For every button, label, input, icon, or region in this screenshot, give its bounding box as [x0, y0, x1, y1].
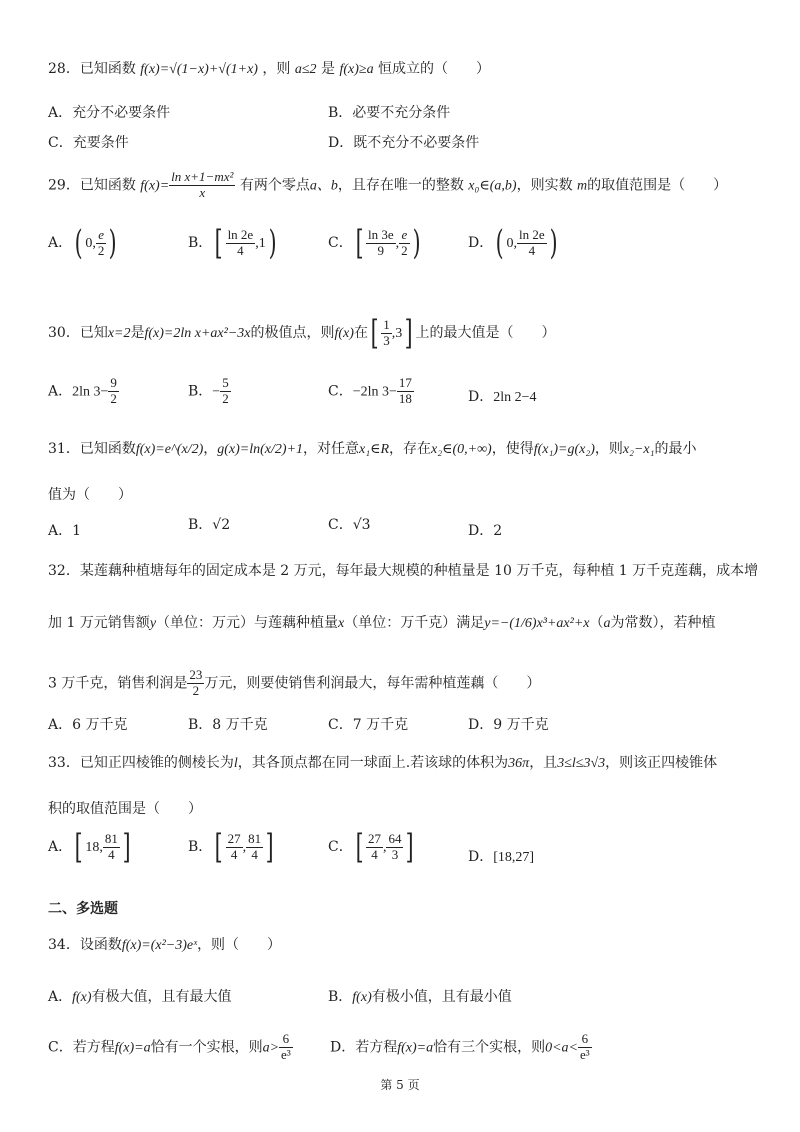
- q30-option-a: [48, 376, 119, 407]
- question-30-stem: [48, 313, 556, 353]
- q32-text-d: （: [589, 615, 604, 631]
- q28-inequality: f(x)≥a: [339, 62, 374, 77]
- q29-function-denominator: x: [199, 184, 206, 200]
- q29-option-a-fraction: [96, 228, 107, 259]
- close-paren-icon: ): [268, 223, 277, 263]
- q32-option-a: A．6 万千克: [48, 717, 128, 733]
- q33-range: 3≤l≤3√3: [557, 756, 606, 771]
- q33-option-d: [468, 846, 534, 866]
- q32-x: x: [338, 616, 345, 631]
- q30-option-d-label: D．: [468, 389, 494, 405]
- q29-option-c-den: 9: [377, 242, 385, 258]
- q32-line-3: [48, 668, 540, 699]
- open-bracket-icon: [: [214, 827, 223, 867]
- q30-extreme-point: x=2: [107, 326, 131, 341]
- q29-text-d: ，则实数: [516, 177, 573, 194]
- q29-option-a-num: e: [96, 228, 107, 244]
- open-bracket-icon: [: [74, 827, 83, 867]
- q30-interval-den: 3: [383, 332, 390, 348]
- q31-x1: x₁∈R: [359, 442, 390, 457]
- q29-x0: x₀∈(a,b): [468, 178, 517, 194]
- q28-option-c: C．充要条件: [48, 135, 129, 151]
- q34-option-a: [48, 986, 232, 1006]
- q30-option-a-label: A．: [48, 383, 73, 400]
- q30-option-d: [468, 386, 537, 406]
- q33-option-c-fraction-2: [386, 832, 403, 863]
- q31-text-b: ，: [203, 441, 218, 457]
- q34-option-c-den: e³: [281, 1046, 291, 1062]
- q30-option-b-fraction: [220, 376, 231, 407]
- question-31-stem: [48, 438, 696, 458]
- q30-option-a-num: 9: [110, 375, 117, 390]
- q29-text-e: 的取值范围是（ ）: [587, 177, 728, 194]
- q30-option-b-pre: −: [212, 384, 221, 400]
- q31-text-e: ，使得: [491, 441, 534, 457]
- q30-option-c-fraction: [397, 376, 414, 407]
- close-bracket-icon: ]: [122, 827, 131, 867]
- q34-option-b-fx: f(x): [352, 990, 372, 1005]
- q29-option-c-fraction: [366, 228, 396, 259]
- q34-option-c-condition: a>: [262, 1040, 280, 1056]
- q29-option-c-num: ln 3e: [367, 226, 394, 242]
- q29-option-d-den: 4: [528, 242, 536, 258]
- q32-text-b: （单位：万元）与莲藕种植量: [156, 615, 339, 631]
- q30-text-e: 上的最大值是（ ）: [415, 325, 556, 341]
- q32-option-c: C．7 万千克: [328, 717, 409, 733]
- q33-option-a-den: 4: [108, 846, 115, 862]
- q29-option-b-label: B．: [188, 235, 213, 251]
- q32-text-g: 万元，则要使销售利润最大，每年需种植莲藕（ ）: [204, 675, 541, 692]
- close-bracket-icon: ]: [265, 827, 274, 867]
- q29-option-c-den2: 2: [401, 242, 408, 258]
- q29-option-d: [468, 223, 560, 263]
- q34-option-d-condition: 0<a<: [545, 1040, 579, 1056]
- q29-option-c-comma: ,: [395, 236, 400, 251]
- q33-text-a: 33．已知正四棱锥的侧棱长为: [48, 755, 234, 771]
- q30-option-d-value: 2ln 2−4: [493, 390, 537, 405]
- q28-condition: a≤2: [294, 62, 317, 77]
- q32-option-d: D．9 万千克: [468, 717, 549, 733]
- q32-option-b: B．8 万千克: [188, 717, 268, 733]
- q30-interval-right: ,3: [391, 326, 403, 341]
- q28-text-a: 28．已知函数: [48, 61, 136, 77]
- q29-option-c: [328, 223, 423, 263]
- section-heading-multiple-choice: 二、多选题: [48, 901, 118, 917]
- q33-line-2: 积的取值范围是（ ）: [48, 801, 202, 817]
- open-paren-icon: (: [495, 223, 504, 263]
- q29-option-c-num2: e: [399, 228, 410, 244]
- q32-text-a: 加 1 万元销售额: [48, 615, 150, 631]
- q34-option-d-fraction: [578, 1032, 592, 1063]
- q33-option-c-num: 27: [367, 830, 381, 846]
- q30-text-a: 30．已知: [48, 325, 108, 341]
- q29-option-d-num: ln 2e: [519, 226, 545, 242]
- q33-option-c-den: 4: [371, 846, 378, 862]
- q29-m: m: [577, 178, 588, 194]
- q30-option-c-label: C．: [328, 383, 353, 400]
- q28-text-d: 恒成立的（ ）: [378, 61, 491, 77]
- q31-f-function: f(x)=e^(x/2): [135, 442, 204, 457]
- q29-function-numerator: ln x+1−mx²: [171, 169, 234, 184]
- q31-text-f: ，则: [594, 441, 623, 457]
- q33-option-a-label: A．: [48, 839, 73, 855]
- q32-line-2: [48, 612, 716, 632]
- q28-option-a: A．充分不必要条件: [48, 105, 171, 121]
- close-bracket-icon: ]: [406, 827, 415, 867]
- q30-option-b-den: 2: [222, 390, 229, 406]
- q33-option-c: [328, 827, 417, 867]
- q34-option-a-label: A．: [48, 989, 73, 1005]
- q34-function: f(x)=(x²−3)eˣ: [121, 938, 198, 953]
- q32-line-1: 32．某莲藕种植塘每年的固定成本是 2 万元，每年最大规模的种植量是 10 万千克，每种植 1 万千克莲藕，成本增: [48, 563, 759, 579]
- q30-interval-num: 1: [383, 316, 390, 332]
- q32-y: y: [149, 616, 157, 631]
- q28-text-b: ，则: [262, 61, 291, 77]
- close-bracket-icon: ]: [404, 313, 413, 353]
- q30-function: f(x)=2ln x+ax²−3x: [144, 326, 251, 341]
- q29-option-a: [48, 223, 120, 263]
- q33-option-b-comma: ,: [242, 840, 247, 855]
- q32-formula: y=−(1/6)x³+ax²+x: [484, 616, 590, 631]
- q34-option-c: [48, 1032, 293, 1063]
- q30-text-c: 的极值点，则: [250, 325, 335, 341]
- q33-option-c-den2: 3: [391, 846, 399, 862]
- q29-option-d-label: D．: [468, 235, 494, 251]
- q29-option-c-fraction-2: [399, 228, 410, 259]
- open-paren-icon: (: [74, 223, 83, 263]
- q28-option-d: D．既不充分不必要条件: [328, 135, 480, 151]
- q31-text-g: 的最小: [654, 441, 697, 457]
- q29-option-a-den: 2: [97, 242, 105, 258]
- q33-option-a-pre: 18,: [85, 840, 103, 855]
- q28-option-b: B．必要不充分条件: [328, 105, 451, 121]
- close-paren-icon: ): [549, 223, 558, 263]
- q33-line-1: [48, 752, 717, 772]
- q32-profit-fraction: [187, 668, 204, 699]
- q29-function-lhs: f(x)=: [140, 178, 170, 194]
- q30-option-a-fraction: [108, 376, 119, 407]
- open-bracket-icon: [: [370, 313, 379, 353]
- q34-option-b-label: B．: [328, 989, 353, 1005]
- q30-option-c-den: 18: [398, 390, 412, 406]
- q34-option-c-text: 恰有一个实根，则: [150, 1039, 263, 1056]
- q29-option-a-left: 0,: [85, 236, 96, 251]
- question-28-stem: [48, 58, 490, 78]
- q33-option-c-fraction: [366, 832, 383, 863]
- question-29-stem: [48, 170, 727, 201]
- q33-option-b: [188, 827, 276, 867]
- q31-option-d: D．2: [468, 523, 503, 539]
- q34-option-b: [328, 986, 512, 1006]
- q33-option-b-den: 4: [230, 846, 238, 862]
- q29-option-b-den: 4: [237, 242, 244, 258]
- q30-option-c: [328, 376, 414, 407]
- q34-option-d-text: 恰有三个实根，则: [433, 1039, 546, 1056]
- q31-option-c: C．√3: [328, 517, 371, 533]
- q33-option-a: [48, 827, 133, 867]
- q29-function-fraction: [169, 170, 235, 201]
- q29-zeros: a、b: [309, 178, 338, 194]
- q33-option-b-fraction: [226, 832, 243, 863]
- question-34-stem: [48, 934, 281, 954]
- q33-option-b-fraction-2: [246, 832, 263, 863]
- q32-a: a: [603, 616, 611, 631]
- q30-text-b: 是: [130, 325, 145, 341]
- q30-option-a-pre: 2ln 3−: [72, 384, 109, 400]
- q33-option-b-label: B．: [188, 839, 213, 855]
- q34-option-a-fx: f(x): [72, 990, 92, 1005]
- q30-option-b: [188, 376, 231, 407]
- q34-option-d-num: 6: [578, 1032, 592, 1048]
- q28-text-c: 是: [321, 61, 335, 77]
- q34-option-c-equation: f(x)=a: [114, 1040, 151, 1056]
- q33-option-d-label: D．: [468, 849, 494, 865]
- q28-function: f(x)=√(1−x)+√(1+x): [140, 62, 258, 77]
- q30-text-d: 在: [353, 325, 368, 341]
- q30-interval-fraction: [381, 318, 392, 349]
- q30-option-b-label: B．: [188, 383, 213, 400]
- q31-option-a: A．1: [48, 523, 82, 539]
- q29-text-c: ，且存在唯一的整数: [337, 177, 464, 194]
- q33-volume: 36π: [508, 756, 530, 771]
- q31-text-c: ，对任意: [303, 441, 360, 457]
- q32-text-f: 3 万千克，销售利润是: [48, 675, 188, 692]
- q30-option-c-num: 17: [398, 375, 412, 390]
- q30-option-c-pre: −2ln 3−: [352, 384, 397, 400]
- q32-profit-den: 2: [192, 682, 200, 698]
- q29-text-a: 29．已知函数: [48, 177, 136, 194]
- q33-option-b-num2: 81: [248, 830, 262, 846]
- q32-text-c: （单位：万千克）满足: [344, 615, 485, 631]
- q33-option-c-num2: 64: [388, 830, 402, 846]
- q31-text-a: 31．已知函数: [48, 441, 136, 457]
- q33-option-c-label: C．: [328, 839, 353, 855]
- q33-option-b-den2: 4: [251, 846, 258, 862]
- open-bracket-icon: [: [214, 223, 223, 263]
- q31-option-b: B．√2: [188, 517, 231, 533]
- q30-option-a-den: 2: [110, 390, 117, 406]
- q33-l: l: [233, 756, 238, 771]
- close-paren-icon: ): [109, 223, 118, 263]
- q33-option-d-value: [18,27]: [493, 850, 535, 865]
- q29-option-b-num: ln 2e: [227, 226, 254, 242]
- q34-option-d-equation: f(x)=a: [397, 1040, 434, 1056]
- q34-option-c-fraction: [279, 1032, 293, 1063]
- q34-option-a-text: 有极大值，且有最大值: [91, 989, 232, 1005]
- q33-text-b: ，其各顶点都在同一球面上.若该球的体积为: [237, 755, 509, 771]
- q31-g-function: g(x)=ln(x/2)+1: [217, 442, 304, 457]
- q29-option-b-fraction: [226, 228, 256, 259]
- q34-option-b-text: 有极小值，且有最小值: [371, 989, 512, 1005]
- q29-option-b: [188, 223, 279, 263]
- q33-text-c: ，且: [529, 755, 558, 771]
- q31-text-d: ，存在: [389, 441, 432, 457]
- q30-fx: f(x): [334, 326, 354, 341]
- q34-text-b: ，则（ ）: [197, 937, 282, 953]
- q29-option-b-right: ,1: [255, 236, 266, 251]
- q31-stem-continued: 值为（ ）: [48, 487, 132, 503]
- q34-option-c-num: 6: [279, 1032, 293, 1048]
- q34-option-d: [330, 1032, 592, 1063]
- q29-option-a-label: A．: [48, 235, 73, 251]
- q33-option-a-fraction: [103, 832, 120, 863]
- q33-option-b-num: 27: [227, 830, 241, 846]
- open-bracket-icon: [: [355, 827, 364, 867]
- q33-text-d: ，则该正四棱锥体: [605, 755, 718, 771]
- q32-profit-num: 23: [189, 667, 203, 682]
- q32-text-e: 为常数），若种植: [610, 615, 716, 631]
- q29-option-d-fraction: [517, 228, 547, 259]
- q31-difference: x₂−x₁: [622, 442, 655, 457]
- q29-text-b: 有两个零点: [239, 177, 310, 194]
- q34-option-c-label: C．若方程: [48, 1039, 115, 1056]
- q31-x2: x₂∈(0,+∞): [431, 442, 492, 457]
- page-number: 第 5 页: [380, 1078, 420, 1092]
- q34-option-d-label: D．若方程: [330, 1039, 398, 1056]
- q34-text-a: 34．设函数: [48, 937, 122, 953]
- open-bracket-icon: [: [355, 223, 364, 263]
- q33-option-c-comma: ,: [382, 840, 387, 855]
- close-paren-icon: ): [412, 223, 421, 263]
- q33-option-a-num: 81: [104, 830, 118, 846]
- q34-option-d-den: e³: [580, 1046, 590, 1062]
- q29-option-d-left: 0,: [506, 236, 517, 251]
- q30-option-b-num: 5: [222, 375, 229, 390]
- q31-equation: f(x₁)=g(x₂): [533, 442, 595, 457]
- q29-option-c-label: C．: [328, 235, 353, 251]
